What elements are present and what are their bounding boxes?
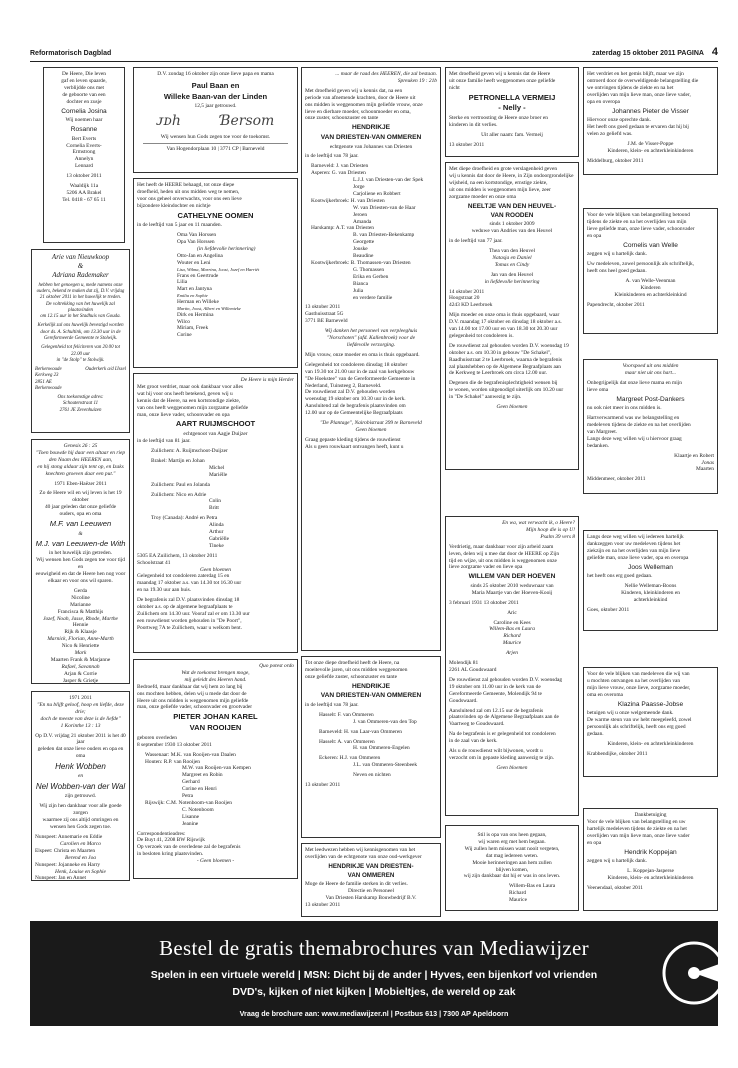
deceased-name: HENDRIKJE <box>351 124 391 132</box>
header-date: zaterdag 15 oktober 2011 PAGINA <box>592 50 704 57</box>
thanks-koppejan: Dankbetuiging Voor de vele blijken van belangstelling en uw hartelijk medeleven tijdens de ziekte en na het overlijden van mijn lieve man, onze lieve vader en opa Hendrik Koppejan zeggen wij u hartelijk dank. L. Koppejan-Jasperse Kinderen, klein- en achterkleinkinderen Veenendaal, oktober 2011 <box>583 808 718 911</box>
deceased-name: CATHELYNE OOMEN <box>177 210 254 220</box>
deceased-name: Joos Welleman <box>628 563 673 571</box>
thanks-van-welle: Voor de vele blijken van belangstelling betoond tijdens de ziekte en na het overlijden van mijn lieve geliefde man, onze lieve vader, schoonvader en opa Cornelis van Welle zeggen wij u hartelijk dank. Uw medeleven, zowel persoonlijk als schriftelijk, heeft ons heel goed gedaan. A. van Welle-Veenman Kinderen Kleinkinderen en achterkleinkind Papendrecht, oktober 2011 <box>583 208 718 334</box>
anniversary-wobben: 1971 2011 "En nu blijft geloof, hoop en liefde, deze drie; doch de meeste van deze is de liefde" 1 Korinthe 13 : 13 Op D.V. vrijdag 21 oktober 2011 is het 40 jaar geleden dat onze lieve ouders en opa en oma Henk Wobben en Nel Wobben-van der Wal zijn getrouwd. Wij zijn hen dankbaar voor alle goede zorgen waarmee zij ons altijd omringen en wensen hen Gods zegen toe. Nunspeet: Annemarie en Eddie Carolien en Marco Elspeet: Christa en Maarten Berend en Joa Nunspeet: Jojanneke en Harry Henk, Louise en Sophie Nunspeet: Jan en Annet <box>31 691 130 881</box>
death-notice-ruijmschoot: De Heere is mijn Herder Met groot verdriet, maar ook dankbaar voor alles wat hij voor ons heeft betekend, geven wij u kennis dat de Heere, na een kortstondige ziekte, van ons heeft weggenomen mijn zorgzame geliefde man, onze lieve vader, schoonvader en opa AART RUIJMSCHOOT echtgenoot van Aagje Duijzer in de leeftijd van 81 jaar. Zuilichem: A. Ruijmschoot-Duijzer Brakel: Martijn en Johan Michel Mariëlle Zuilichem: Paul en Jolanda Zuilichem: Nico en Adrie Colin Britt Troy (Canada): André en Petra Alinda Arthur Gabriëlle Tineke 5305 EA Zuilichem, 13 oktober 2011 Schoolstraat 41 Geen bloemen Gelegenheid tot condoleren zaterdag 15 en maandag 17 oktober a.s. van 14.30 tot 16.30 uur en na 19.30 uur aan huis. De begrafenis zal D.V. plaatsvinden dinsdag 18 oktober a.s. op de algemene begraafplaats te Zuilichem om 14.30 uur. Vooraf zal er om 13.30 uur een rouwdienst worden gehouden in "De Poort", Poortweg 7A te Zuilichem, waar u welkom bent. <box>133 373 298 653</box>
deceased-name: Cornelis van Welle <box>623 241 678 249</box>
death-notice-van-driesten: ... maar de raad des HEEREN, die zal bestaan. Spreuken 19 : 21b Met droefheid geven wij u kennis dat, na een periode van afnemende krachten, door de Heere uit ons midden is weggenomen mijn geliefde vrouw, onze lieve en dierbare moeder, schoonmoeder en oma, onze zuster, schoonzuster en tante HENDRIKJE VAN DRIESTEN-VAN OMMEREN echtgenote van Johannes van Driesten in de leeftijd van 78 jaar. Barneveld: J. van Driesten Asperen: G. van Driesten L.J.J. van Driesten-van der Spek Jorge Carjoliene en Robbert Kootwijkerbroek: H. van Driesten W. van Driesten-van de Haar Jeroen Amanda Harskamp: A.T. van Driesten B. van Driesten-Bekenkamp Georgette Jouske Beaudine Kootwijkerbroek: B. Thomassen-van Driesten G. Thomassen Erika en Gerben Bianca Julia en verdere familie 13 oktober 2011 Gasthuisstraat 5G 3771 BE Barneveld Wij danken het personeel van verpleeghuis "Norschoten" (afd. Kallenbroek) voor de liefdevolle verzorging. Mijn vrouw, onze moeder en oma is thuis opgebaard. Gelegenheid tot condoleren dinsdag 18 oktober van 19.30 tot 21.00 uur in de zaal van kerkgebouw "De Hoekstee" van de Gereformeerde Gemeente in Nederland, Tuinsteeg 2, Barneveld. De rouwdienst zal D.V. gehouden worden woensdag 19 oktober om 10.30 uur in de kerk. Aansluitend zal de begrafenis plaatsvinden om 12.00 uur op de Gemeentelijke Begraafplaats "De Plantage", Nairobistraat 399 te Barneveld Geen bloemen Graag gepaste kleding tijdens de rouwdienst Als u geen rouwkaart ontvangen heeft, kunt u <box>301 67 441 651</box>
couple-name: M.F. van Leeuwen <box>49 519 112 529</box>
deceased-name: Johannes Pieter de Visser <box>612 107 689 115</box>
death-notice-van-rooijen: Quo potest ordo Wat de toekomst brengen moge, mij geleidt des Heeren hand. Bedroefd, maar dankbaar dat wij hem zo lang bij ons mochten hebben, delen wij u mede dat door de Heere uit ons midden is weggenomen mijn geliefde man, onze geliefde vader, schoonvader en grootvader PIETER JOHAN KAREL VAN ROOIJEN geboren overleden 8 september 1930 13 oktober 2011 Wassenaar: M.K. van Rooijen-van Daalen Houten: R.P. van Rooijen M.W. van Rooijen-van Kempen Margreet en Robin Gerhard Corine en Henri Petra Rijswijk: C.M. Notenboom-van Rooijen C. Notenboom Lisanne Jeanine Correspondentieadres: De Buyt 41, 2208 BW Rijswijk Op verzoek van de overledene zal de begrafenis in besloten kring plaatsvinden. - Geen bloemen - <box>133 659 298 879</box>
wedding-announcement: Arie van Nieuwkoop & Adriana Rademaker hebben het genoegen u, mede namens onze ouders, bekend te maken dat zij, D.V. vrijdag 21 oktober 2011 in het huwelijk te treden. De voltrekking van het huwelijk zal plaatsvinden om 12.15 uur in het Stadhuis van Gouda. Kerkelijk zal ons huwelijk bevestigd worden door ds. A. Schultink, om 13.30 uur in de Gereformeerde Gemeente te Stolwijk. Gelegenheid tot feliciteren van 20.00 tot 22.00 uur in "de Stolp" te Stolwijk. Berkenwoude Ouderkerk a/d IJssel Kerkweg 23 2851 AE Berkenwoude Ons toekomstige adres: Schoutenstraat 11 2761 JE Zevenhuizen <box>31 249 130 433</box>
banner-title: Bestel de gratis themabrochures van Mediawijzer <box>159 936 589 960</box>
birth-announcement: De Heere, Die leven gaf en leven spaarde, verblijdde ons met de geboorte van een dochter en zusje Cornelia Josina Wij noemen haar Rosanne Bert Everts Cornelia Everts- Ermstrong Annelyn Lennard 13 oktober 2011 Waaldijk 11a 5206 AA Brakel Tel. 0418 - 67 65 11 <box>43 67 125 243</box>
thanks-de-visser: Het verdriet en het gemis blijft, maar we zijn ontroerd door de overweldigende belangstelling die we ontvingen tijdens de ziekte en na het overlijden van mijn lieve man, onze lieve vader, opa en overopa Johannes Pieter de Visser Hiervoor onze oprechte dank. Het heeft ons goed gedaan te ervaren dat hij bij velen zo geliefd was. J.M. de Visser-Poppe Kinderen, klein- en achterkleinkinderen Middelburg, oktober 2011 <box>583 67 718 175</box>
mediawijzer-banner <box>30 921 718 1026</box>
deceased-name: Margreet Post-Dankers <box>616 395 685 403</box>
thanks-post-dankers: Voorspoed uit ons midden maar niet uit ons hart... Onbegrijpelijk dat onze lieve mama en mijn lieve oma Margreet Post-Dankers nu ook niet meer in ons midden is. Hartverwarmend was uw belangstelling en medeleven tijdens de ziekte en na het overlijden van Margreet. Langs deze weg willen wij u hiervoor graag bedanken. Klaartje en Robert Jonas Maarten Middenmeer, oktober 2011 <box>583 359 718 494</box>
signature-image: Ɓersom <box>220 113 275 130</box>
mediawijzer-logo-icon <box>662 941 726 1005</box>
death-notice-oomen: Het heeft de HEERE behaagd, tot onze diepe droefheid, heden uit ons midden weg te nemen, voor ons geheel onverwachts, voor ons een lieve bijzondere kleindochter en nichtje CATHELYNE OOMEN in de leeftijd van 5 jaar en 11 maanden. Oma Van Horssen Opa Van Horssen (in liefdevolle herinnering) Otto-Jan en Angelina Wouter en Leni Lisa, Wilma, Marrina, Joost, Jozef en Harriët Frans en Geertrude Lilia Mart en Jantyna Emilia en Sophie Herman en Willeke Martin, Joost, Albert en Willemieke Dirk en Hermina Wilco Miriam, Freek Corine <box>133 178 298 368</box>
newspaper-name: Reformatorisch Dagblad <box>30 50 112 57</box>
memorial-poem-grandpa: Stil is opa van ons heen gegaan, wij waren erg met hem begaan. Wij zullen hem missen want nooit vergeten, dat mag iedereen weten. Mooie herinneringen aan hem zullen blijven komen, wij zijn dankbaar dat hij er was in ons leven. Willem-Bas en Laura Richard Maurice <box>445 825 579 911</box>
thanks-welleman: Langs deze weg willen wij iedereen hartelijk dankzeggen voor uw medeleven tijdens het ziekzijn en na het overlijden van mijn lieve geliefde man, onze lieve vader, opa en overopa Joos Welleman het heeft ons erg goed gedaan. Nellie Welleman-Boons Kinderen, kleinkinderen en achterkleinkind Goes, oktober 2011 <box>583 530 718 631</box>
deceased-name: WILLEM VAN DER HOEVEN <box>468 573 556 581</box>
signature-image: ᴊᴅh <box>156 113 181 130</box>
banner-topics-1: Spelen in een virtuele wereld | MSN: Dicht bij de ander | Hyves, een bijenkorf vol vrienden <box>150 969 598 981</box>
condolence-employer: Met leedwezen hebben wij kennisgenomen van het overlijden van de echtgenote van onze oud-werkgever HENDRIKJE VAN DRIESTEN- VAN OMMEREN Moge de Heere de familie sterken in dit verlies. Directie en Personeel Van Driesten Harskamp Bouwbedrijf B.V. 13 oktober 2011 <box>301 843 441 917</box>
banner-topics-2: DVD's, kijken of niet kijken | Mobieltjes, de wereld op zak <box>232 986 516 998</box>
deceased-name: NEELTJE VAN DEN HEUVEL- <box>467 202 557 210</box>
thanks-paasse-jobse: Voor de vele blijken van medeleven die wij van u mochten ontvangen na het overlijden van mijn lieve vrouw, onze lieve, zorgzame moeder, oma en overoma Klazina Paasse-Jobse betuigen wij u onze welgemeende dank. De warme steun van uw hebt meegeleefd, zowel persoonlijk als schriftelijk, heeft ons erg goed gedaan. Kinderen, klein- en achterkleinkinderen Krabbendijke, oktober 2011 <box>583 667 718 777</box>
header-rule <box>30 61 718 62</box>
death-notice-family: Tot onze diepe droefheid heeft de Heere, na moeitevolle jaren, uit ons midden weggenomen onze geliefde zuster, schoonzuster en tante HENDRIKJE VAN DRIESTEN-VAN OMMEREN in de leeftijd van 78 jaar. Hasselt: F. van Ommeren J. van Ommeren-van den Top Barneveld: H. van Laar-van Ommeren Hasselt: A. van Ommeren H. van Ommeren-Engelen Eckeren: H.J. van Ommeren J.L. van Ommeren-Steenbeek Neven en nichten 13 oktober 2011 <box>301 656 441 838</box>
deceased-name: HENDRIKJE <box>351 682 391 690</box>
death-notice-van-der-hoeven: En wa, wat verwacht ik, o Heere? Mijn hoop die is op U! Psalm 39 vers 8 Verdrietig, maar dankbaar voor zijn arbeid zaam leven, delen wij u mee dat door de HEERE op Zijn tijd en wijze, uit ons midden is weggenomen onze lieve zorgzame vader en lieve opa WILLEM VAN DER HOEVEN sinds 25 oktober 2010 weduwnaar van Maria Maartje van der Hoeven-Kooij 3 februari 1931 13 oktober 2011 Aric Caroline en Kees Willem-Bas en Laura Richard Maurice Arjen Molendijk 81 2261 AL Goudswaard De rouwdienst zal gehouden worden D.V. woensdag 19 oktober om 11.00 uur in de kerk van de Gereformeerde Gemeente, Molendijk 94 te Goudswaard. Aansluitend zal om 12.15 uur de begrafenis plaatsvinden op de Algemene Begraafplaats aan de Vaartweg te Goudswaard. Na de begrafenis is er gelegenheid tot condoleren in de zaal van de kerk. Als u de rouwdienst wilt bijwonen, wordt u verzocht om in gepaste kleding aanwezig te zijn. Geen bloemen <box>445 516 579 816</box>
page-header <box>30 48 718 60</box>
deceased-name: PIETER JOHAN KAREL <box>173 712 258 722</box>
couple-name: Henk Wobben <box>55 762 106 772</box>
deceased-name: HENDRIKJE VAN DRIESTEN- <box>328 862 414 870</box>
jubilee-baan: D.V. zondag 16 oktober zijn onze lieve papa en mama Paul Baan en Willeke Baan-van der Linden 12,5 jaar getrouwd. ᴊᴅh Ɓersom Wij wensen hun Gods zegen toe voor de toekomst. Van Hogendorplaan 10 | 3771 CP | Barneveld <box>133 67 298 173</box>
deceased-name: AART RUIJMSCHOOT <box>175 419 256 429</box>
page-number: 4 <box>711 46 718 58</box>
anniversary-van-leeuwen: Genesis 26 : 25 "Toen bouwde hij daar een altaar en riep den Naam des HEEREN aan, en hij stong aldaar zijn tent op, en Izaks knechten groeven daar een put." 1971 Eben-Haëzer 2011 Zo de Heere wil en wij leven is het 19 oktober 40 jaar geleden dat onze geliefde ouders, opa en oma M.F. van Leeuwen & M.J. van Leeuwen-de With in het huwelijk zijn getreden. Wij wensen hen Gods zegen toe voor tijd en eeuwigheid en dat de Heere hen nog voor elkaar en voor ons wil sparen. Gerda Nicoline Marianne Francisca & Matthijs Jozef, Noah, Jasse, Rhode, Marthe Hennie Rijk & Klaasje Marnick, Florian, Anne-Marth Nico & Henriette Mark Maarten Frank & Marjanne Rafael, Savannah Arjan & Corrie Jasper & Grietje <box>31 439 130 684</box>
banner-contact: Vraag de brochure aan: www.mediawijzer.nl | Postbus 613 | 7300 AP Apeldoorn <box>239 1009 509 1018</box>
death-notice-vermeij: Met droefheid geven wij u kennis dat de Heere uit onze familie heeft weggenomen onze geliefde nicht PETRONELLA VERMEIJ - Nelly - Sterke en vertroosting de Heere onze broer en kinderen in dit verlies. Uit aller naam: fam. Vermeij 13 oktober 2011 <box>445 67 579 157</box>
deceased-name: Klazina Paasse-Jobse <box>617 700 684 708</box>
deceased-name: PETRONELLA VERMEIJ <box>468 92 556 102</box>
death-notice-van-den-heuvel: Met diepe droefheid en grote verslagenheid geven wij u kennis dat door de Heere, in Zijn ondoorgrondelijke wijsheid, na een kortstondige, ernstige ziekte, uit ons midden is weggenomen mijn lieve, zeer zorgzame moeder en onze oma NEELTJE VAN DEN HEUVEL- VAN ROODEN sinds 1 oktober 2009 weduwe van Andries van den Heuvel in de leeftijd van 77 jaar. Thea van den Heuvel Natasja en Daniel Tomas en Cindy Jan van den Heuvel in liefdevolle herinnering 14 oktober 2011 Hoogstraat 20 4243 KD Leerbroek Mijn moeder en onze oma is thuis opgebaard, waar D.V. maandag 17 oktober en dinsdag 18 oktober a.s. van 14.00 tot 17.00 uur en van 18.30 tot 20.30 uur gelegenheid tot condoleren is. De rouwdienst zal gehouden worden D.V. woensdag 19 oktober a.s. om 10.30 in gebouw "De Schakel", Raadhuisstraat 2 te Leerbroek, waarna de begrafenis zal plaatshebben op de Algemene Begraafplaats aan de Kerkweg te Leerbroek om circa 12.00 uur. Degenen die de begrafenisplechtigheid wensen bij te wonen, worden uitgenodigd uiterlijk om 10.20 uur in "De Schakel" aanwezig te zijn. Geen bloemen <box>445 162 579 470</box>
child-name: Cornelia Josina <box>61 107 107 115</box>
deceased-name: Hendrik Koppejan <box>624 848 677 856</box>
